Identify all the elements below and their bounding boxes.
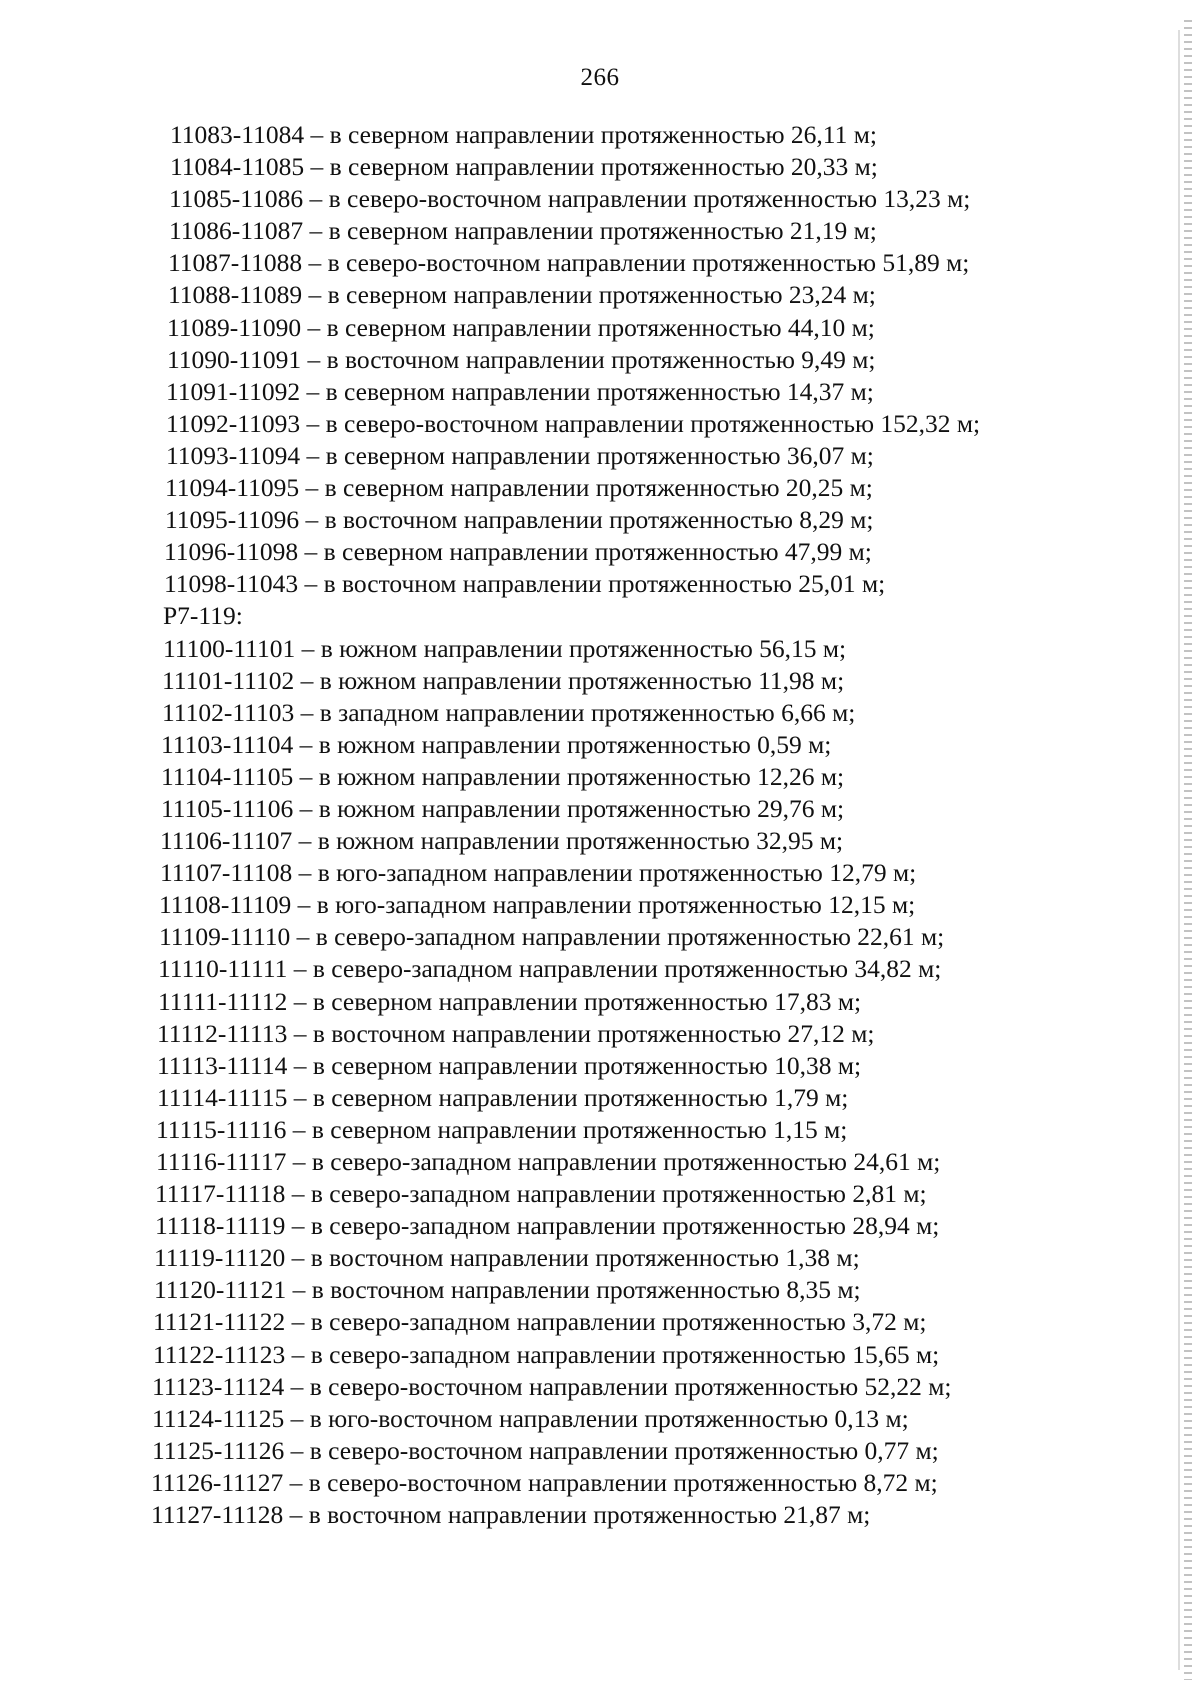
document-line: 11114-11115 – в северном направлении протяженностью 1,79 м;	[157, 1082, 849, 1112]
page-number: 266	[580, 64, 620, 91]
document-line: 11115-11116 – в северном направлении протяженностью 1,15 м;	[156, 1114, 848, 1144]
document-line: 11127-11128 – в восточном направлении протяженностью 21,87 м;	[151, 1500, 871, 1530]
document-line: 11083-11084 – в северном направлении протяженностью 26,11 м;	[170, 120, 877, 149]
document-line: 11105-11106 – в южном направлении протяженностью 29,76 м;	[161, 793, 845, 823]
document-line: 11094-11095 – в северном направлении протяженностью 20,25 м;	[165, 473, 873, 503]
document-line: 11098-11043 – в восточном направлении протяженностью 25,01 м;	[164, 569, 886, 599]
document-line: 11089-11090 – в северном направлении протяженностью 44,10 м;	[167, 312, 875, 342]
scan-edge-line	[1178, 30, 1180, 1670]
document-line: 11092-11093 – в северо-восточном направлении протяженностью 152,32 м;	[166, 408, 981, 438]
document-line: 11101-11102 – в южном направлении протяженностью 11,98 м;	[162, 665, 845, 695]
document-line: 11126-11127 – в северо-восточном направлении протяженностью 8,72 м;	[151, 1467, 938, 1497]
document-line: Р7-119:	[163, 601, 243, 631]
document-line: 11125-11126 – в северо-восточном направлении протяженностью 0,77 м;	[152, 1435, 939, 1465]
document-line: 11091-11092 – в северном направлении протяженностью 14,37 м;	[166, 376, 874, 406]
document-line: 11102-11103 – в западном направлении протяженностью 6,66 м;	[162, 697, 856, 727]
scan-edge-artifact	[1184, 20, 1192, 1680]
document-line: 11110-11111 – в северо-западном направлении протяженностью 34,82 м;	[158, 954, 942, 984]
document-line: 11116-11117 – в северо-западном направлении протяженностью 24,61 м;	[156, 1147, 941, 1176]
document-line: 11084-11085 – в северном направлении протяженностью 20,33 м;	[170, 152, 878, 182]
document-line: 11086-11087 – в северном направлении протяженностью 21,19 м;	[169, 216, 877, 246]
document-line: 11109-11110 – в северо-западном направлении протяженностью 22,61 м;	[159, 922, 945, 952]
document-line: 11090-11091 – в восточном направлении протяженностью 9,49 м;	[167, 344, 876, 374]
document-line: 11121-11122 – в северо-западном направлении протяженностью 3,72 м;	[153, 1307, 927, 1337]
document-line: 11095-11096 – в восточном направлении протяженностью 8,29 м;	[165, 505, 874, 535]
document-line: 11113-11114 – в северном направлении протяженностью 10,38 м;	[157, 1050, 862, 1080]
document-line: 11100-11101 – в южном направлении протяженностью 56,15 м;	[163, 633, 847, 663]
document-line: 11111-11112 – в северном направлении протяженностью 17,83 м;	[158, 986, 862, 1016]
document-line: 11117-11118 – в северо-западном направлении протяженностью 2,81 м;	[155, 1179, 927, 1209]
document-line: 11096-11098 – в северном направлении протяженностью 47,99 м;	[164, 537, 872, 567]
document-line: 11087-11088 – в северо-восточном направлении протяженностью 51,89 м;	[168, 248, 970, 278]
document-line: 11119-11120 – в восточном направлении протяженностью 1,38 м;	[154, 1243, 860, 1273]
document-line: 11124-11125 – в юго-восточном направлении протяженностью 0,13 м;	[152, 1403, 909, 1433]
document-line: 11088-11089 – в северном направлении протяженностью 23,24 м;	[168, 280, 876, 310]
document-line: 11108-11109 – в юго-западном направлении протяженностью 12,15 м;	[159, 890, 916, 920]
document-line: 11122-11123 – в северо-западном направлении протяженностью 15,65 м;	[153, 1339, 940, 1369]
boundary-segment-list	[151, 119, 1130, 1531]
document-line: 11123-11124 – в северо-восточном направлении протяженностью 52,22 м;	[152, 1371, 952, 1401]
document-line: 11118-11119 – в северо-западном направлении протяженностью 28,94 м;	[155, 1211, 940, 1241]
document-line: 11085-11086 – в северо-восточном направлении протяженностью 13,23 м;	[169, 184, 971, 214]
document-line: 11103-11104 – в южном направлении протяженностью 0,59 м;	[161, 729, 832, 759]
document-line: 11093-11094 – в северном направлении протяженностью 36,07 м;	[166, 440, 874, 470]
document-line: 11112-11113 – в восточном направлении протяженностью 27,12 м;	[157, 1018, 875, 1048]
document-line: 11120-11121 – в восточном направлении протяженностью 8,35 м;	[154, 1275, 861, 1305]
document-line: 11107-11108 – в юго-западном направлении протяженностью 12,79 м;	[160, 858, 917, 888]
document-line: 11104-11105 – в южном направлении протяженностью 12,26 м;	[161, 761, 845, 791]
document-line: 11106-11107 – в южном направлении протяженностью 32,95 м;	[160, 826, 844, 856]
